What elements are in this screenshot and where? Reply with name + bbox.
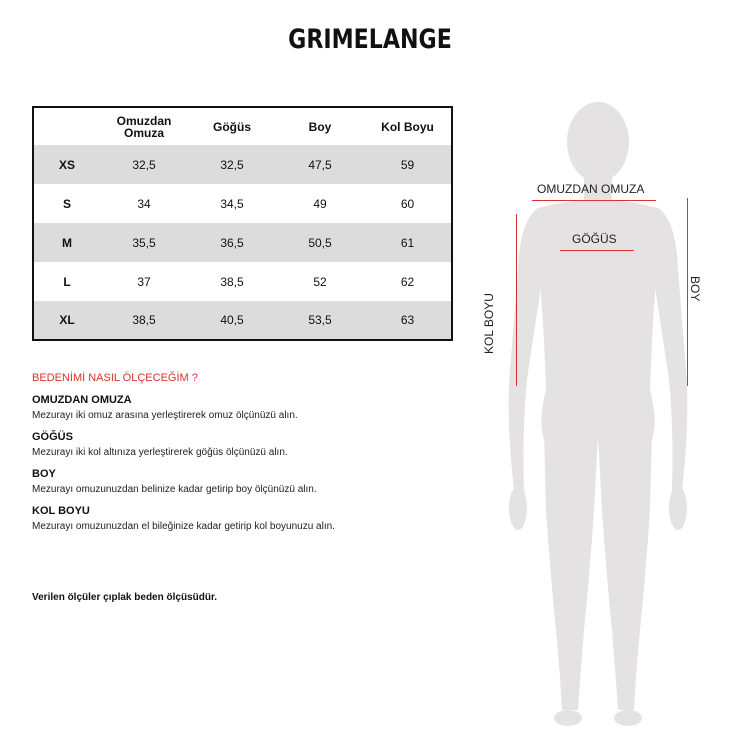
guide-item-arm xyxy=(32,505,452,532)
table-cell: 63 xyxy=(400,313,415,327)
size-chart-table xyxy=(32,106,453,341)
table-row xyxy=(33,223,452,262)
size-cell: XS xyxy=(58,157,75,172)
table-cell: 34 xyxy=(137,196,151,211)
table-cell: 60 xyxy=(400,196,415,211)
table-cell: 62 xyxy=(400,274,415,289)
table-cell: 52 xyxy=(313,274,327,289)
table-row xyxy=(33,145,452,184)
chest-measure-line xyxy=(560,250,634,251)
table-cell: 53,5 xyxy=(308,313,332,327)
guide-description: Mezurayı omuzunuzdan belinize kadar getirip boy ölçünüzü alın. xyxy=(32,484,317,495)
measurement-guide xyxy=(32,372,452,542)
table-header-chest: Göğüs xyxy=(213,119,251,134)
table-cell: 38,5 xyxy=(132,313,156,327)
table-cell: 50,5 xyxy=(308,235,332,250)
arm-measure-line xyxy=(516,214,517,386)
table-row xyxy=(33,301,452,340)
table-cell: 32,5 xyxy=(220,157,244,172)
table-cell: 32,5 xyxy=(132,157,156,172)
table-cell: 49 xyxy=(313,196,327,211)
table-row xyxy=(33,184,452,223)
body-figure xyxy=(480,90,720,740)
shoulder-measure-line xyxy=(532,200,656,201)
guide-heading: BOY xyxy=(32,468,56,480)
figure-label-arm: KOL BOYU xyxy=(482,293,496,354)
guide-item-length xyxy=(32,468,452,495)
length-measure-line xyxy=(687,198,688,386)
figure-label-chest: GÖĞÜS xyxy=(572,232,617,246)
guide-heading: KOL BOYU xyxy=(32,505,90,517)
table-cell: 40,5 xyxy=(220,313,244,327)
figure-label-shoulder: OMUZDAN OMUZA xyxy=(537,182,645,196)
size-cell: M xyxy=(62,235,72,250)
table-cell: 36,5 xyxy=(220,235,244,250)
brand-logo: GRIMELANGE xyxy=(288,24,452,55)
footnote: Verilen ölçüler çıplak beden ölçüsüdür. xyxy=(32,592,218,603)
guide-description: Mezurayı omuzunuzdan el bileğinize kadar getirip kol boyunuzu alın. xyxy=(32,521,335,532)
guide-heading: OMUZDAN OMUZA xyxy=(32,394,132,406)
table-header-shoulder: Omuzdan Omuza xyxy=(116,113,172,140)
figure-label-length: BOY xyxy=(688,276,702,302)
table-cell: 35,5 xyxy=(132,235,156,250)
table-cell: 61 xyxy=(400,235,415,250)
table-header-size xyxy=(33,107,100,145)
guide-item-chest xyxy=(32,431,452,458)
size-cell: S xyxy=(62,196,71,211)
table-header-row xyxy=(33,107,452,145)
size-cell: XL xyxy=(59,313,75,327)
guide-description: Mezurayı iki omuz arasına yerleştirerek omuz ölçünüzü alın. xyxy=(32,410,298,421)
size-cell: L xyxy=(63,274,71,289)
table-cell: 37 xyxy=(137,274,151,289)
guide-item-shoulder xyxy=(32,394,452,421)
table-header-arm: Kol Boyu xyxy=(381,119,434,134)
table-cell: 38,5 xyxy=(220,274,244,289)
guide-heading: GÖĞÜS xyxy=(32,431,73,443)
guide-title: BEDENİMİ NASIL ÖLÇECEĞİM ? xyxy=(32,372,198,384)
table-cell: 47,5 xyxy=(308,157,332,172)
table-cell: 59 xyxy=(400,157,415,172)
table-row xyxy=(33,262,452,301)
guide-description: Mezurayı iki kol altınıza yerleştirerek göğüs ölçünüzü alın. xyxy=(32,447,288,458)
table-cell: 34,5 xyxy=(220,196,244,211)
table-header-length: Boy xyxy=(308,119,332,134)
